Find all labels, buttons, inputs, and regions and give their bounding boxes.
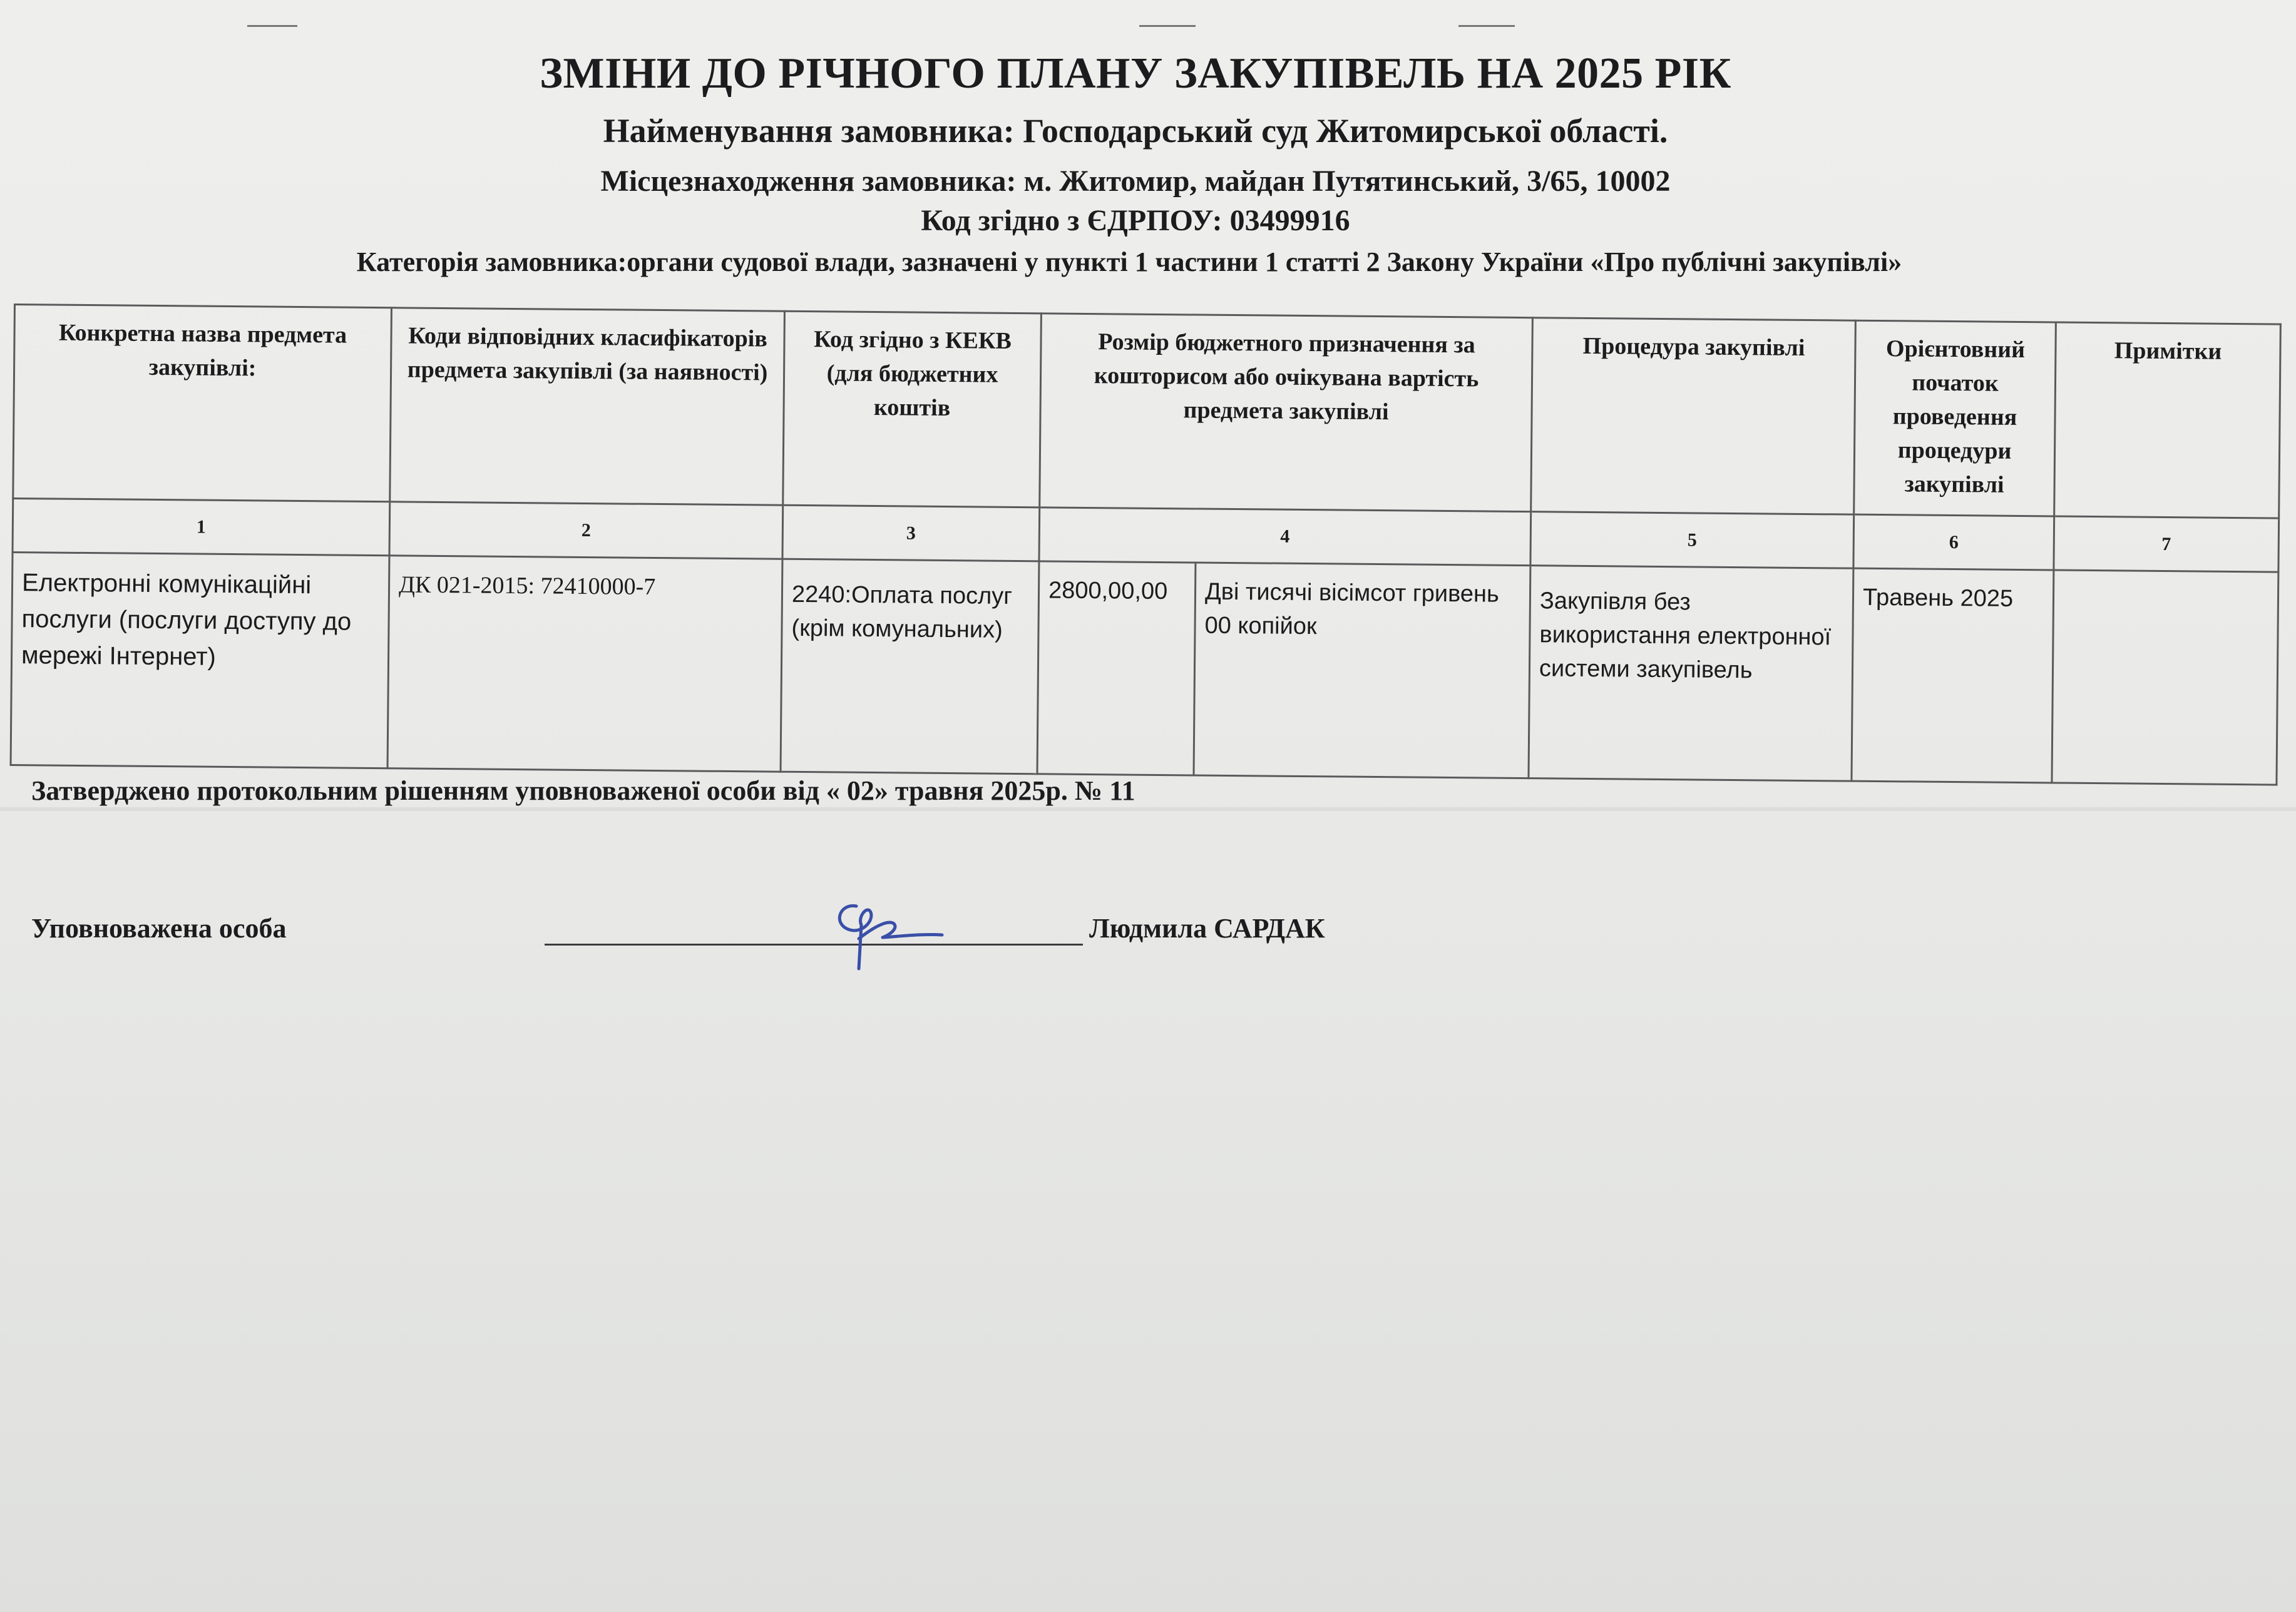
paper-fold-shadow [0,807,2296,811]
table-row [11,552,2278,785]
cell-amount-words: Дві тисячі вісімсот гривень 00 копійок [1194,563,1530,778]
approval-line: Затверджено протокольним рішенням уповноваженої особи від « 02» травня 2025р. № 11 [31,775,1135,806]
cell-classifier-code: ДК 021-2015: 72410000-7 [387,556,782,772]
column-number: 6 [1853,514,2054,570]
handwritten-signature [820,881,945,975]
cell-kekv: 2240:Оплата послуг (крім комунальних) [781,559,1039,774]
customer-name: Найменування замовника: Господарський суд Житомирської області. [603,112,1668,150]
top-rule-left [247,25,297,27]
signature-line [545,944,1083,946]
customer-location: Місцезнаходження замовника: м. Житомир, майдан Путятинський, 3/65, 10002 [600,165,1671,198]
col-header-start: Орієнтовний початок проведення процедури закупівлі [1854,320,2056,516]
column-number: 2 [389,502,783,559]
signatory-label: Уповноважена особа [31,913,287,944]
customer-category: Категорія замовника:органи судової влади, зазначені у пункті 1 частини 1 статті 2 Закону України «Про публічні закупівлі» [356,247,1902,277]
col-header-item-name: Конкретна назва предмета закупівлі: [13,305,392,502]
column-number: 4 [1039,508,1531,566]
top-rule-right [1458,25,1515,27]
col-header-procedure: Процедура закупівлі [1531,318,1856,514]
cell-notes [2052,570,2278,785]
cell-item-name: Електронні комунікаційні послуги (послуги доступу до мережі Інтернет) [11,552,389,768]
col-header-classifier: Коди відповідних класифікаторів предмета закупівлі (за наявності) [390,308,785,505]
table-header-row [13,305,2281,519]
column-number: 1 [13,499,390,556]
col-header-kekv: Код згідно з КЕКВ (для бюджетних коштів [783,311,1042,508]
top-rule-mid [1139,25,1196,27]
column-number: 7 [2054,516,2279,572]
cell-procedure: Закупівля без використання електронної системи закупівель [1529,566,1853,781]
column-number: 3 [782,505,1040,561]
col-header-budget: Розмір бюджетного призначення за кошторисом або очікувана вартість предмета закупівлі [1040,314,1533,512]
procurement-table [10,304,2282,786]
document-title: ЗМІНИ ДО РІЧНОГО ПЛАНУ ЗАКУПІВЕЛЬ НА 2025 РІК [540,49,1731,98]
cell-amount: 2800,00,00 [1037,561,1196,775]
col-header-notes: Примітки [2054,322,2281,518]
column-number: 5 [1530,512,1854,568]
signatory-name: Людмила САРДАК [1089,913,1325,944]
edrpou-code: Код згідно з ЄДРПОУ: 03499916 [921,204,1350,237]
cell-start: Травень 2025 [1852,568,2054,783]
